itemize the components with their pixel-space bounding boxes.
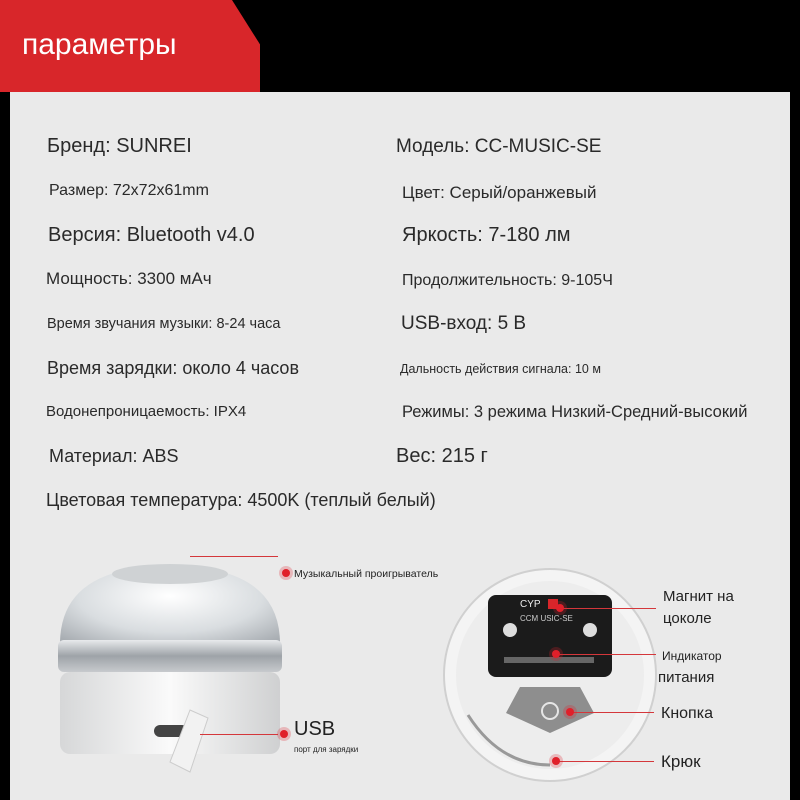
magnet-dot — [556, 604, 564, 612]
spec-material: Материал: ABS — [49, 446, 179, 466]
usb-sub-label: порт для зарядки — [294, 745, 359, 754]
hook-dot — [552, 757, 560, 765]
usb-line — [200, 734, 278, 735]
button-dot — [566, 708, 574, 716]
indicator-dot — [552, 650, 560, 658]
spec-color-temp: Цветовая температура: 4500K (теплый белый) — [46, 490, 436, 510]
magnet-line — [560, 608, 656, 609]
spec-duration: Продолжительность: 9-105Ч — [402, 272, 613, 289]
spec-model: Модель: CC-MUSIC-SE — [396, 136, 602, 157]
music-player-line — [190, 556, 278, 557]
page-title: параметры — [22, 28, 177, 61]
spec-version: Версия: Bluetooth v4.0 — [48, 224, 255, 246]
spec-brand: Бренд: SUNREI — [47, 135, 192, 157]
indicator-label-2: питания — [658, 669, 715, 686]
spec-brightness: Яркость: 7-180 лм — [402, 224, 571, 246]
spec-color: Цвет: Серый/оранжевый — [402, 183, 597, 202]
spec-music-time: Время звучания музыки: 8-24 часа — [47, 316, 281, 332]
spec-waterproof: Водонепроницаемость: IPX4 — [46, 403, 247, 420]
speaker-base-illustration — [440, 565, 660, 785]
usb-dot — [280, 730, 288, 738]
magnet-label-2: цоколе — [663, 610, 712, 627]
spec-weight: Вес: 215 г — [396, 445, 488, 467]
header-bar — [0, 0, 800, 92]
music-player-label: Музыкальный проигрыватель — [294, 568, 439, 580]
button-line — [570, 712, 654, 713]
indicator-label-1: Индикатор — [662, 649, 722, 663]
hook-label: Крюк — [661, 752, 701, 771]
spec-charge-time: Время зарядки: около 4 часов — [47, 358, 299, 378]
spec-capacity: Мощность: 3300 мАч — [46, 269, 212, 288]
indicator-line — [556, 654, 656, 655]
spec-signal-range: Дальность действия сигнала: 10 м — [400, 362, 601, 376]
sticker-brand: CYP — [520, 599, 541, 610]
spec-size: Размер: 72x72x61mm — [49, 182, 209, 199]
magnet-label-1: Магнит на — [663, 588, 734, 605]
hook-line — [556, 761, 654, 762]
spec-usb-input: USB-вход: 5 В — [401, 313, 527, 334]
button-label: Кнопка — [661, 705, 713, 722]
sticker-model: CCM USIC-SE — [520, 614, 573, 623]
music-player-dot — [282, 569, 290, 577]
usb-label: USB — [294, 718, 336, 740]
spec-modes: Режимы: 3 режима Низкий-Средний-высокий — [402, 403, 748, 421]
